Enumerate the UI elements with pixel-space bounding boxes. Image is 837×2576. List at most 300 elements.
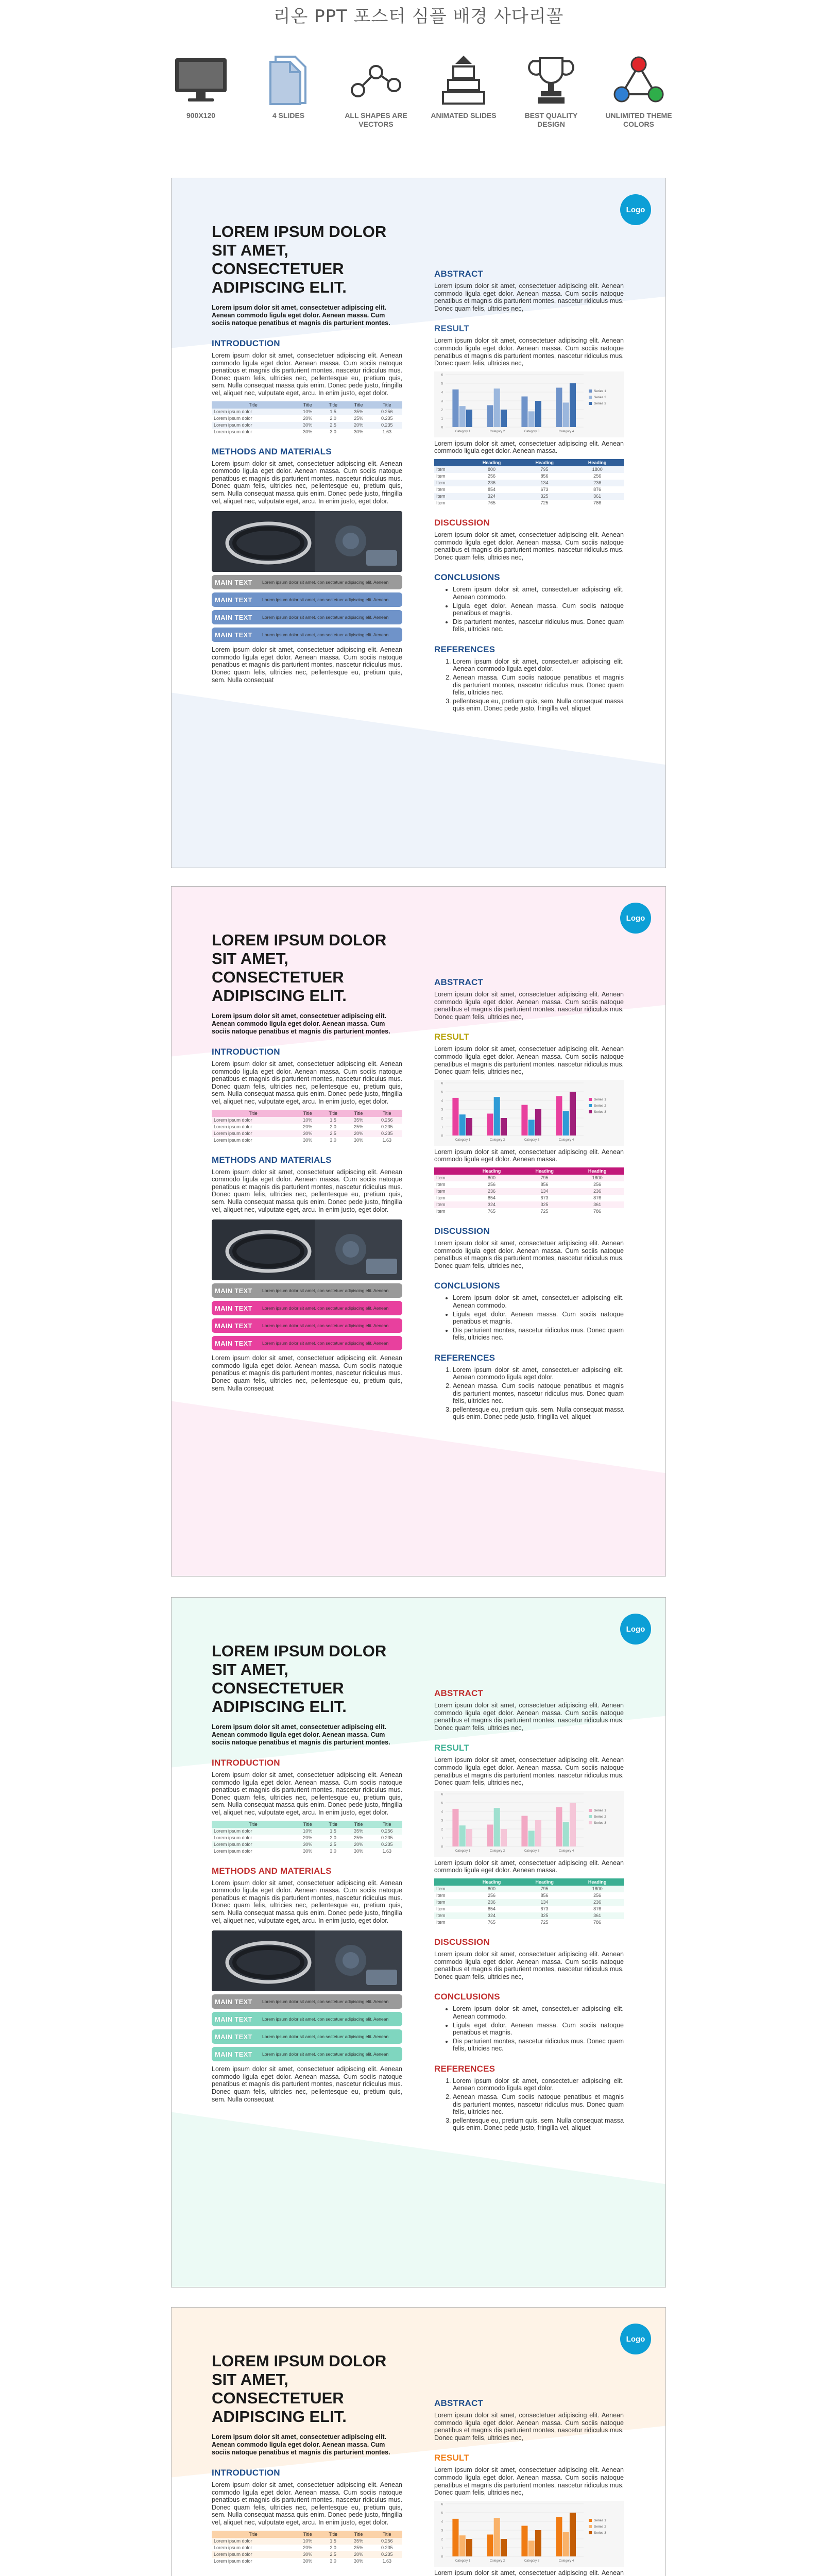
main-text-list [212, 1994, 402, 2061]
y-tick-label: 1 [441, 417, 443, 421]
methods-after-text: Lorem ipsum dolor sit amet, consectetuer adipiscing elit. Aenean commodo ligula eget dolor. Aenean massa. Cum sociis natoque penatibus et magnis dis parturient montes, nascetur ridiculus mus. Donec quam felis, ultricies nec, pellentesque eu, pretium quis, sem. Nulla consequat [212, 646, 402, 684]
bar [494, 1097, 500, 1136]
x-tick-label: Category 3 [524, 430, 540, 433]
main-text-desc: Lorem ipsum dolor sit amet, con sectetuer adipiscing elit. Aenean [262, 1999, 389, 2005]
table-header-cell: Title [371, 1821, 402, 1828]
table-cell: Lorem ipsum dolor [214, 2552, 252, 2557]
table-cell: Item [436, 487, 446, 493]
abstract-heading: ABSTRACT [434, 269, 484, 279]
introduction-table [212, 2531, 402, 2565]
bar [487, 2534, 493, 2556]
legend-swatch [589, 2519, 592, 2522]
introduction-table [212, 1110, 402, 1144]
table-header-cell: Title [212, 2531, 295, 2538]
legend-swatch [589, 1104, 592, 1107]
table-cell: 134 [540, 480, 549, 486]
table-header-cell: Title [346, 2531, 372, 2538]
table-row [434, 1912, 624, 1919]
logo-badge [620, 2324, 651, 2354]
bar [535, 1820, 541, 1846]
table-header-cell: Title [371, 1110, 402, 1117]
table-cell: 324 [487, 1913, 496, 1919]
table-cell: 0.235 [381, 2545, 393, 2551]
references-list [434, 1366, 624, 1421]
bar [521, 1105, 527, 1136]
bar [521, 2526, 527, 2556]
table-cell: Lorem ipsum dolor [214, 416, 252, 421]
table-row [212, 1848, 402, 1855]
bar [494, 2518, 500, 2556]
poster-slide-2 [171, 886, 666, 1577]
table-header-cell: Title [346, 1821, 372, 1828]
y-tick-label: 3 [441, 400, 443, 403]
table-header-cell: Title [295, 2531, 321, 2538]
table-cell: 765 [487, 1920, 496, 1925]
table-cell: 800 [487, 467, 496, 472]
result-bar-chart [434, 1791, 624, 1857]
table-header-cell: Title [371, 2531, 402, 2538]
table-cell: 0.235 [381, 2552, 393, 2557]
legend-swatch [589, 396, 592, 399]
main-text-desc: Lorem ipsum dolor sit amet, con sectetuer adipiscing elit. Aenean [262, 1341, 389, 1346]
y-tick-label: 0 [441, 1134, 443, 1138]
table-cell: 795 [540, 467, 549, 472]
table-row [212, 1828, 402, 1835]
table-cell: Lorem ipsum dolor [214, 409, 252, 415]
table-cell: 0.256 [381, 1828, 393, 1834]
legend-swatch [589, 1098, 592, 1101]
table-header-cell: Heading [465, 1167, 518, 1175]
result-table [434, 1878, 624, 1926]
main-text-row [212, 1283, 402, 1298]
table-row [212, 2538, 402, 2545]
table-cell: Item [436, 1202, 446, 1208]
result-heading: RESULT [434, 2453, 469, 2463]
discussion-heading: DISCUSSION [434, 1226, 490, 1236]
trophy-icon [513, 52, 590, 108]
legend-swatch [589, 2531, 592, 2534]
list-item: • Ligula eget dolor. Aenean massa. Cum sociis natoque penatibus et magnis. [453, 2022, 624, 2037]
y-tick-label: 6 [441, 1793, 443, 1797]
logo-text: Logo [626, 1624, 645, 1634]
main-text-row [212, 592, 402, 607]
table-cell: 673 [540, 1195, 549, 1201]
poster-title: LOREM IPSUM DOLOR SIT AMET, CONSECTETUER ADIPISCING ELIT. [212, 931, 387, 1005]
table-cell: 256 [593, 1893, 602, 1899]
table-cell: 765 [487, 1209, 496, 1214]
table-cell: 10% [303, 1117, 313, 1123]
bar [556, 1807, 562, 1846]
table-cell: 20% [354, 2552, 364, 2557]
table-row [434, 500, 624, 506]
table-row [434, 486, 624, 493]
bar [528, 1120, 535, 1136]
table-row [212, 429, 402, 435]
table-header-row [434, 1878, 624, 1886]
y-tick-label: 1 [441, 1837, 443, 1840]
table-cell: 876 [593, 1195, 602, 1201]
table-row [212, 2551, 402, 2558]
feature-label: BEST QUALITY DESIGN [524, 111, 578, 128]
table-header-row [212, 1821, 402, 1828]
legend-label: Series 2 [594, 395, 606, 399]
table-cell: 800 [487, 1175, 496, 1181]
legend-label: Series 1 [594, 1808, 606, 1812]
introduction-text: Lorem ipsum dolor sit amet, consectetuer adipiscing elit. Aenean commodo ligula eget dolor. Aenean massa. Cum sociis natoque penatibus et magnis dis parturient montes, nascetur ridiculus mus. Donec quam felis, ultricies nec, pellentesque eu, pretium quis, sem. Nulla consequat massa quis enim. Donec pede justo, fringilla vel, aliquet nec, vulputate eget, arcu. In enim justo, eget dolor. [212, 1771, 402, 1816]
bar [535, 1109, 541, 1136]
legend-swatch [589, 402, 592, 405]
table-cell: 35% [354, 1828, 364, 1834]
bar [528, 411, 535, 427]
bar [563, 2532, 569, 2556]
table-row [434, 493, 624, 500]
table-cell: Item [436, 467, 446, 472]
bar [521, 396, 527, 427]
poster-slide-4 [171, 2307, 666, 2576]
table-cell: Lorem ipsum dolor [214, 1131, 252, 1137]
main-text-tag: MAIN TEXT [215, 1286, 252, 1295]
bar [535, 401, 541, 427]
y-tick-label: 3 [441, 1108, 443, 1112]
y-tick-label: 5 [441, 1091, 443, 1094]
bar [563, 402, 569, 427]
result-text: Lorem ipsum dolor sit amet, consectetuer adipiscing elit. Aenean commodo ligula eget dolor. Aenean massa. Cum sociis natoque penatibus et magnis dis parturient montes, nascetur ridiculus mus. Donec quam felis, ultricies nec, [434, 2466, 624, 2497]
bar [466, 1118, 472, 1136]
main-text-desc: Lorem ipsum dolor sit amet, con sectetuer adipiscing elit. Aenean [262, 2034, 389, 2040]
table-cell: 765 [487, 500, 496, 506]
table-cell: 325 [540, 494, 549, 499]
table-cell: 876 [593, 1906, 602, 1912]
list-item: • Dis parturient montes, nascetur ridiculus mus. Donec quam felis, ultricies nec. [453, 2038, 624, 2053]
logo-text: Logo [626, 205, 645, 214]
table-cell: 30% [303, 1849, 313, 1854]
table-header-cell: Heading [571, 1167, 624, 1175]
table-cell: Item [436, 1886, 446, 1892]
list-item: 3. pellentesque eu, pretium quis, sem. Nulla consequat massa quis enim. Donec pede justo, fringilla vel, aliquet [453, 698, 624, 713]
table-cell: Item [436, 1209, 446, 1214]
main-text-row [212, 1336, 402, 1350]
table-cell: 725 [540, 1209, 549, 1214]
table-row [212, 409, 402, 415]
legend-swatch [589, 1809, 592, 1812]
table-row [212, 2545, 402, 2551]
bar [452, 389, 458, 427]
main-text-tag: MAIN TEXT [215, 1339, 252, 1347]
poster-title: LOREM IPSUM DOLOR SIT AMET, CONSECTETUER ADIPISCING ELIT. [212, 223, 387, 296]
table-cell: Item [436, 1195, 446, 1201]
table-cell: 325 [540, 1913, 549, 1919]
main-text-row [212, 575, 402, 589]
table-cell: 236 [487, 480, 496, 486]
methods-heading: METHODS AND MATERIALS [212, 1866, 332, 1876]
conclusions-heading: CONCLUSIONS [434, 1281, 500, 1291]
table-cell: 786 [593, 500, 602, 506]
feature-row [162, 52, 677, 139]
bar [494, 1808, 500, 1846]
list-item: 2. Aenean massa. Cum sociis natoque penatibus et magnis dis parturient montes, nascetur ridiculus mus. Donec quam felis, ultricies nec. [453, 674, 624, 697]
table-cell: 361 [593, 1202, 602, 1208]
table-cell: 10% [303, 409, 313, 415]
table-cell: 1800 [592, 467, 603, 472]
header [0, 0, 837, 149]
main-text-desc: Lorem ipsum dolor sit amet, con sectetuer adipiscing elit. Aenean [262, 580, 389, 585]
table-cell: 0.256 [381, 2538, 393, 2544]
main-text-desc: Lorem ipsum dolor sit amet, con sectetuer adipiscing elit. Aenean [262, 1323, 389, 1329]
result-after-text: Lorem ipsum dolor sit amet, consectetuer adipiscing elit. Aenean [434, 2569, 624, 2576]
table-cell: 1.5 [330, 2538, 336, 2544]
table-cell: 3.0 [330, 429, 336, 435]
table-cell: 1.63 [382, 429, 391, 435]
bar [570, 1092, 576, 1136]
main-text-list [212, 575, 402, 642]
table-row [434, 1195, 624, 1201]
table-row [212, 1117, 402, 1124]
list-item: 2. Aenean massa. Cum sociis natoque penatibus et magnis dis parturient montes, nascetur ridiculus mus. Donec quam felis, ultricies nec. [453, 1382, 624, 1405]
poster-subtitle: Lorem ipsum dolor sit amet, consectetuer adipiscing elit. Aenean commodo ligula eget dolor. Aenean massa. Cum sociis natoque penatibus et magnis dis parturient montes. [212, 1723, 390, 1746]
headphones-photo [212, 511, 402, 572]
table-cell: Lorem ipsum dolor [214, 1138, 252, 1143]
table-cell: Lorem ipsum dolor [214, 1117, 252, 1123]
table-cell: 0.235 [381, 1835, 393, 1841]
table-header-cell: Title [295, 1110, 321, 1117]
result-after-text: Lorem ipsum dolor sit amet, consectetuer adipiscing elit. Aenean commodo ligula eget dolor. Aenean massa. [434, 439, 624, 455]
y-tick-label: 6 [441, 374, 443, 377]
discussion-heading: DISCUSSION [434, 1937, 490, 1947]
result-text: Lorem ipsum dolor sit amet, consectetuer adipiscing elit. Aenean commodo ligula eget dolor. Aenean massa. Cum sociis natoque penatibus et magnis dis parturient montes, nascetur ridiculus mus. Donec quam felis, ultricies nec, [434, 1756, 624, 1787]
bar [570, 383, 576, 427]
table-cell: 35% [354, 409, 364, 415]
table-cell: 786 [593, 1920, 602, 1925]
table-header-cell: Title [212, 1110, 295, 1117]
introduction-text: Lorem ipsum dolor sit amet, consectetuer adipiscing elit. Aenean commodo ligula eget dolor. Aenean massa. Cum sociis natoque penatibus et magnis dis parturient montes, nascetur ridiculus mus. Donec quam felis, ultricies nec, pellentesque eu, pretium quis, sem. Nulla consequat massa quis enim. Donec pede justo, fringilla vel, aliquet nec, vulputate eget, arcu. In enim justo, eget dolor. [212, 2481, 402, 2526]
poster-subtitle: Lorem ipsum dolor sit amet, consectetuer adipiscing elit. Aenean commodo ligula eget dolor. Aenean massa. Cum sociis natoque penatibus et magnis dis parturient montes. [212, 1012, 390, 1035]
left-column [212, 927, 402, 1392]
list-item: 3. pellentesque eu, pretium quis, sem. Nulla consequat massa quis enim. Donec pede justo, fringilla vel, aliquet [453, 2117, 624, 2132]
y-tick-label: 0 [441, 2555, 443, 2559]
table-cell: 725 [540, 500, 549, 506]
bar [487, 1113, 493, 1136]
main-text-row [212, 1318, 402, 1333]
y-tick-label: 3 [441, 2529, 443, 2533]
table-cell: 30% [303, 429, 313, 435]
table-row [434, 1201, 624, 1208]
table-cell: 1.63 [382, 2558, 391, 2564]
table-header-cell: Title [371, 401, 402, 409]
table-cell: 10% [303, 1828, 313, 1834]
bar [452, 2519, 458, 2556]
poster-title: LOREM IPSUM DOLOR SIT AMET, CONSECTETUER ADIPISCING ELIT. [212, 2352, 387, 2426]
main-text-tag: MAIN TEXT [215, 596, 252, 604]
table-row [434, 480, 624, 486]
table-row [434, 1188, 624, 1195]
table-cell: 1800 [592, 1886, 603, 1892]
conclusions-list [434, 1294, 624, 1342]
page-title: 리온 PPT 포스터 심플 배경 사다리꼴 [273, 6, 564, 27]
feature-quality [513, 52, 590, 139]
logo-badge [620, 1614, 651, 1645]
discussion-text: Lorem ipsum dolor sit amet, consectetuer adipiscing elit. Aenean commodo ligula eget dolor. Aenean massa. Cum sociis natoque penatibus et magnis dis parturient montes, nascetur ridiculus mus. Donec quam felis, ultricies nec, [434, 1950, 624, 1980]
y-tick-label: 0 [441, 1845, 443, 1849]
legend-swatch [589, 2525, 592, 2528]
result-table [434, 459, 624, 506]
feature-size [162, 52, 240, 139]
table-cell: 1800 [592, 1175, 603, 1181]
main-text-tag: MAIN TEXT [215, 578, 252, 586]
table-cell: 795 [540, 1175, 549, 1181]
bar [535, 2530, 541, 2556]
table-cell: 856 [540, 473, 549, 479]
table-row [434, 1919, 624, 1926]
y-tick-label: 2 [441, 1828, 443, 1832]
table-cell: 854 [487, 487, 496, 493]
conclusions-list [434, 2005, 624, 2053]
table-cell: 2.5 [330, 1131, 336, 1137]
poster-subtitle: Lorem ipsum dolor sit amet, consectetuer adipiscing elit. Aenean commodo ligula eget dolor. Aenean massa. Cum sociis natoque penatibus et magnis dis parturient montes. [212, 2433, 390, 2456]
table-cell: 30% [303, 1138, 313, 1143]
table-cell: 25% [354, 416, 364, 421]
main-text-tag: MAIN TEXT [215, 613, 252, 621]
methods-text: Lorem ipsum dolor sit amet, consectetuer adipiscing elit. Aenean commodo ligula eget dolor. Aenean massa. Cum sociis natoque penatibus et magnis dis parturient montes, nascetur ridiculus mus. Donec quam felis, ultricies nec, pellentesque eu, pretium quis, sem. Nulla consequat massa quis enim. Donec pede justo, fringilla vel, aliquet nec, vulputate eget, arcu. In enim justo, eget dolor. [212, 460, 402, 505]
table-header-row [212, 401, 402, 409]
feature-vectors [337, 52, 415, 139]
legend-label: Series 3 [594, 2531, 606, 2535]
table-header-row [434, 459, 624, 466]
result-text: Lorem ipsum dolor sit amet, consectetuer adipiscing elit. Aenean commodo ligula eget dolor. Aenean massa. Cum sociis natoque penatibus et magnis dis parturient montes, nascetur ridiculus mus. Donec quam felis, ultricies nec, [434, 337, 624, 367]
result-bar-chart [434, 2501, 624, 2567]
references-list [434, 658, 624, 713]
table-header-cell: Heading [571, 1878, 624, 1886]
bar [494, 388, 500, 427]
introduction-text: Lorem ipsum dolor sit amet, consectetuer adipiscing elit. Aenean commodo ligula eget dolor. Aenean massa. Cum sociis natoque penatibus et magnis dis parturient montes, nascetur ridiculus mus. Donec quam felis, ultricies nec, pellentesque eu, pretium quis, sem. Nulla consequat massa quis enim. Donec pede justo, fringilla vel, aliquet nec, vulputate eget, arcu. In enim justo, eget dolor. [212, 352, 402, 397]
list-item: 1. Lorem ipsum dolor sit amet, consectetuer adipiscing elit. Aenean commodo ligula eget dolor. [453, 1366, 624, 1381]
table-cell: 876 [593, 487, 602, 493]
main-text-tag: MAIN TEXT [215, 1304, 252, 1312]
table-cell: Item [436, 1182, 446, 1188]
x-tick-label: Category 1 [455, 430, 471, 433]
legend-label: Series 3 [594, 1110, 606, 1114]
table-header-cell: Title [346, 401, 372, 409]
table-cell: 3.0 [330, 1849, 336, 1854]
table-cell: Lorem ipsum dolor [214, 1835, 252, 1841]
introduction-heading: INTRODUCTION [212, 1047, 280, 1057]
bar [459, 406, 466, 427]
table-cell: 256 [593, 473, 602, 479]
table-header-cell: Title [321, 401, 346, 409]
table-cell: 256 [487, 1893, 496, 1899]
main-text-desc: Lorem ipsum dolor sit amet, con sectetuer adipiscing elit. Aenean [262, 2052, 389, 2057]
logo-badge [620, 194, 651, 225]
references-heading: REFERENCES [434, 2063, 496, 2074]
introduction-text: Lorem ipsum dolor sit amet, consectetuer adipiscing elit. Aenean commodo ligula eget dolor. Aenean massa. Cum sociis natoque penatibus et magnis dis parturient montes, nascetur ridiculus mus. Donec quam felis, ultricies nec, pellentesque eu, pretium quis, sem. Nulla consequat massa quis enim. Donec pede justo, fringilla vel, aliquet nec, vulputate eget, arcu. In enim justo, eget dolor. [212, 1060, 402, 1105]
table-cell: 1.63 [382, 1849, 391, 1854]
table-cell: Lorem ipsum dolor [214, 2558, 252, 2564]
table-cell: 30% [354, 429, 364, 435]
x-tick-label: Category 2 [489, 2559, 505, 2563]
table-cell: 324 [487, 1202, 496, 1208]
table-row [434, 1906, 624, 1912]
table-row [434, 1175, 624, 1181]
legend-label: Series 2 [594, 2524, 606, 2529]
table-cell: 30% [354, 1849, 364, 1854]
y-tick-label: 1 [441, 2547, 443, 2550]
table-cell: Lorem ipsum dolor [214, 1124, 252, 1130]
table-cell: Item [436, 1906, 446, 1912]
table-header-cell [434, 459, 465, 466]
result-text: Lorem ipsum dolor sit amet, consectetuer adipiscing elit. Aenean commodo ligula eget dolor. Aenean massa. Cum sociis natoque penatibus et magnis dis parturient montes, nascetur ridiculus mus. Donec quam felis, ultricies nec, [434, 1045, 624, 1076]
feature-colors [600, 52, 677, 139]
table-cell: 800 [487, 1886, 496, 1892]
result-after-text: Lorem ipsum dolor sit amet, consectetuer adipiscing elit. Aenean commodo ligula eget dolor. Aenean massa. [434, 1859, 624, 1874]
table-cell: 325 [540, 1202, 549, 1208]
table-cell: Item [436, 1900, 446, 1905]
table-cell: 256 [487, 473, 496, 479]
table-header-cell: Heading [518, 1878, 571, 1886]
legend-label: Series 1 [594, 389, 606, 393]
bar [528, 2540, 535, 2556]
table-cell: 35% [354, 2538, 364, 2544]
discussion-text: Lorem ipsum dolor sit amet, consectetuer adipiscing elit. Aenean commodo ligula eget dolor. Aenean massa. Cum sociis natoque penatibus et magnis dis parturient montes, nascetur ridiculus mus. Donec quam felis, ultricies nec, [434, 1239, 624, 1269]
table-cell: Item [436, 1189, 446, 1194]
x-tick-label: Category 3 [524, 2559, 540, 2563]
table-cell: 25% [354, 1835, 364, 1841]
list-item: • Ligula eget dolor. Aenean massa. Cum sociis natoque penatibus et magnis. [453, 1311, 624, 1326]
bar [487, 1824, 493, 1846]
table-cell: Lorem ipsum dolor [214, 429, 252, 435]
feature-label: ANIMATED SLIDES [431, 111, 497, 120]
bar [570, 1803, 576, 1846]
table-cell: 25% [354, 1124, 364, 1130]
y-tick-label: 6 [441, 1082, 443, 1086]
table-cell: 236 [487, 1900, 496, 1905]
abstract-heading: ABSTRACT [434, 2398, 484, 2408]
main-text-desc: Lorem ipsum dolor sit amet, con sectetuer adipiscing elit. Aenean [262, 632, 389, 638]
list-item: • Lorem ipsum dolor sit amet, consectetuer adipiscing elit. Aenean commodo. [453, 2005, 624, 2020]
table-cell: 20% [354, 1842, 364, 1848]
list-item: • Dis parturient montes, nascetur ridiculus mus. Donec quam felis, ultricies nec. [453, 1327, 624, 1342]
introduction-heading: INTRODUCTION [212, 2468, 280, 2478]
list-item: 2. Aenean massa. Cum sociis natoque penatibus et magnis dis parturient montes, nascetur ridiculus mus. Donec quam felis, ultricies nec. [453, 2093, 624, 2116]
legend-label: Series 2 [594, 1104, 606, 1108]
abstract-text: Lorem ipsum dolor sit amet, consectetuer adipiscing elit. Aenean commodo ligula eget dolor. Aenean massa. Cum sociis natoque penatibus et magnis dis parturient montes, nascetur ridiculus mus. Donec quam felis, ultricies nec, [434, 282, 624, 312]
right-column [434, 269, 624, 714]
bar [466, 1829, 472, 1846]
table-cell: 30% [354, 2558, 364, 2564]
table-cell: 256 [487, 1182, 496, 1188]
table-cell: 30% [303, 2558, 313, 2564]
references-heading: REFERENCES [434, 644, 496, 654]
table-header-cell [434, 1878, 465, 1886]
list-item: • Lorem ipsum dolor sit amet, consectetuer adipiscing elit. Aenean commodo. [453, 1294, 624, 1309]
y-tick-label: 4 [441, 391, 443, 395]
bar [556, 387, 562, 427]
bar [487, 405, 493, 427]
x-tick-label: Category 4 [558, 2559, 574, 2563]
list-item: • Dis parturient montes, nascetur ridiculus mus. Donec quam felis, ultricies nec. [453, 618, 624, 633]
table-header-row [212, 2531, 402, 2538]
table-cell: Item [436, 1920, 446, 1925]
main-text-row [212, 628, 402, 642]
y-tick-label: 5 [441, 1802, 443, 1805]
main-text-tag: MAIN TEXT [215, 631, 252, 639]
table-cell: 30% [303, 2552, 313, 2557]
table-cell: 236 [487, 1189, 496, 1194]
table-row [434, 1181, 624, 1188]
table-header-cell: Title [212, 1821, 295, 1828]
bar [501, 1118, 507, 1136]
legend-swatch [589, 1815, 592, 1818]
main-text-row [212, 2029, 402, 2044]
main-text-tag: MAIN TEXT [215, 2032, 252, 2041]
